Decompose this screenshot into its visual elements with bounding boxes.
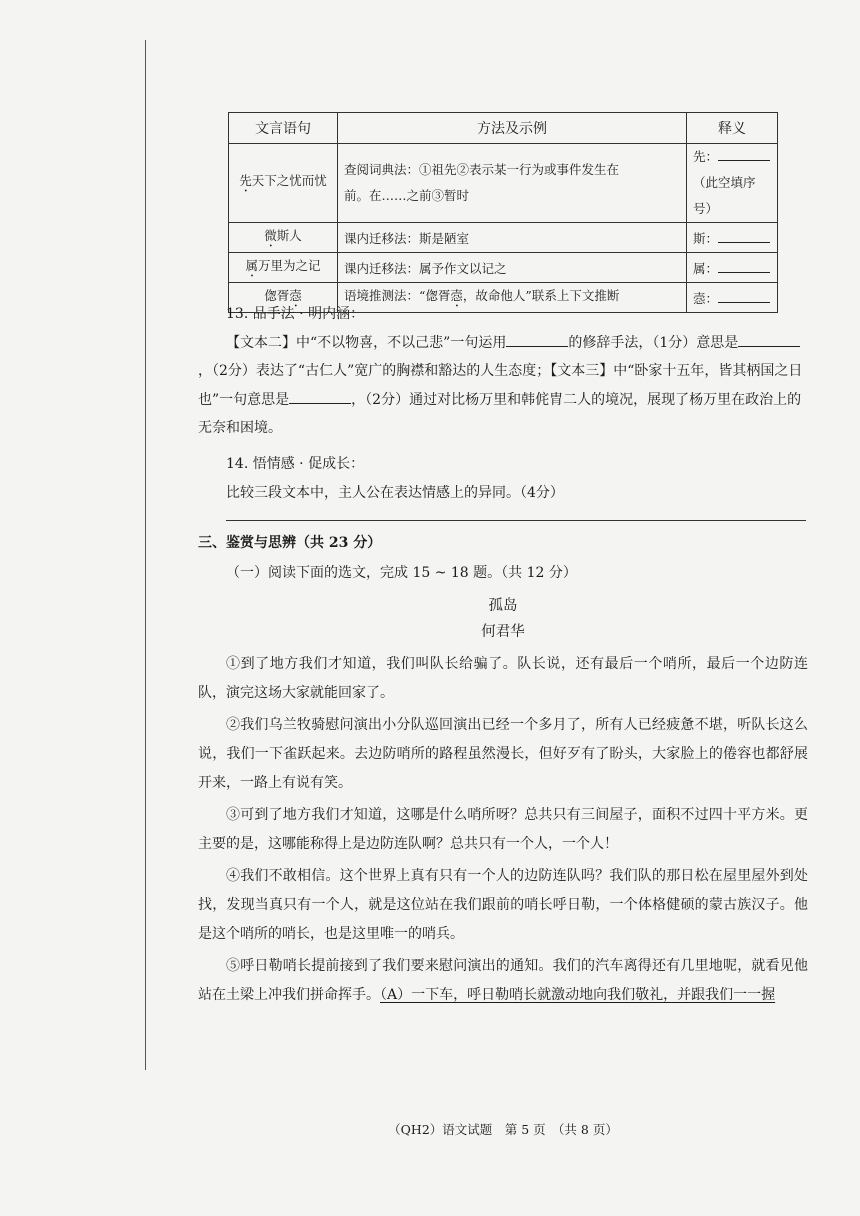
- table-header-row: [229, 113, 778, 144]
- answer-cell: 斯：: [687, 223, 778, 253]
- article-title: 孤岛: [488, 598, 518, 614]
- table-row: [229, 253, 778, 283]
- method-cell: 语境推测法：“偬胥悫，故命他人”联系上下文推断: [338, 283, 687, 313]
- page-footer: （QH2）语文试题 第 5 页 （共 8 页）: [388, 1122, 618, 1137]
- answer-cell: 先： （此空填序号）: [687, 144, 778, 223]
- article-body: [198, 650, 808, 1013]
- section-title: 三、鉴赏与思辨（共 23 分）: [198, 535, 382, 551]
- phrase-cell: 先天下之忧而忧: [229, 144, 338, 223]
- binding-margin-line: [145, 40, 146, 1070]
- article-paragraph: ⑤呼日勒哨长提前接到了我们要来慰问演出的通知。我们的汽车离得还有几里地呢，就看见他站在土梁上冲我们拼命挥手。（A）一下车，呼日勒哨长就激动地向我们敬礼，并跟我们一一握: [198, 958, 808, 1003]
- question-13: [198, 300, 808, 443]
- question-text: 比较三段文本中，主人公在表达情感上的异同。（4分）: [226, 484, 564, 501]
- classical-phrase-table: [228, 112, 778, 313]
- answer-blank[interactable]: [289, 391, 351, 404]
- table-header: 方法及示例: [338, 113, 687, 144]
- question-heading: 14. 悟情感 · 促成长：: [226, 456, 365, 472]
- table-row: [229, 223, 778, 253]
- article-paragraph: ①到了地方我们才知道，我们叫队长给骗了。队长说，还有最后一个哨所，最后一个边防连队，演完这场大家就能回家了。: [198, 656, 808, 701]
- question-text: 【文本二】中“不以物喜，不以己悲”一句运用 的修辞手法，（1分）意思是，（2分）表达了“古仁人”宽广的胸襟和豁达的人生态度；【文本三】中“卧家十五年，皆其柄国之日也”一句意思是 ，（2分）通过对比杨万里和韩侂胄二人的境况，展现了杨万里在政治上的无奈和困境。: [198, 334, 803, 436]
- article-paragraph: ④我们不敢相信。这个世界上真有只有一个人的边防连队吗？我们队的那日松在屋里屋外到处找，发现当真只有一个人，就是这位站在我们跟前的哨长呼日勒，一个体格健硕的蒙古族汉子。他是这个哨所的哨长，也是这里唯一的哨兵。: [198, 868, 808, 942]
- table-row: [229, 144, 778, 223]
- answer-blank[interactable]: [506, 334, 568, 347]
- phrase-cell: 微斯人: [229, 223, 338, 253]
- phrase-cell: 属万里为之记: [229, 253, 338, 283]
- question-14: [198, 450, 808, 507]
- method-cell: 课内迁移法：属予作文以记之: [338, 253, 687, 283]
- method-cell: 课内迁移法：斯是陋室: [338, 223, 687, 253]
- underlined-sentence-a: （A）一下车，呼日勒哨长就激动地向我们敬礼，并跟我们一一握: [380, 987, 776, 1003]
- answer-blank[interactable]: [718, 230, 770, 243]
- section-instruction: （一）阅读下面的选文，完成 15 ~ 18 题。（共 12 分）: [226, 565, 577, 581]
- answer-cell: 悫：: [687, 283, 778, 313]
- answer-blank[interactable]: [738, 334, 800, 347]
- article-author: 何君华: [481, 624, 525, 640]
- answer-cell: 属：: [687, 253, 778, 283]
- table-header: 文言语句: [229, 113, 338, 144]
- phrase-cell: 偬胥悫: [229, 283, 338, 313]
- table-header: 释义: [687, 113, 778, 144]
- article-paragraph: ③可到了地方我们才知道，这哪是什么哨所呀？总共只有三间屋子，面积不过四十平方米。更主要的是，这哪能称得上是边防连队啊？总共只有一个人，一个人！: [198, 807, 808, 852]
- question-heading: 13. 品手法 · 明内涵：: [226, 306, 365, 322]
- answer-blank[interactable]: [718, 260, 770, 273]
- article-paragraph: ②我们乌兰牧骑慰问演出小分队巡回演出已经一个多月了，所有人已经疲惫不堪，听队长这么说，我们一下雀跃起来。去边防哨所的路程虽然漫长，但好歹有了盼头，大家脸上的倦容也都舒展开来，一路上有说有笑。: [198, 717, 808, 791]
- method-cell: 查阅词典法：①祖先②表示某一行为或事件发生在 前。在……之前③暂时: [338, 144, 687, 223]
- section-divider: [226, 520, 806, 521]
- answer-blank[interactable]: [718, 148, 770, 161]
